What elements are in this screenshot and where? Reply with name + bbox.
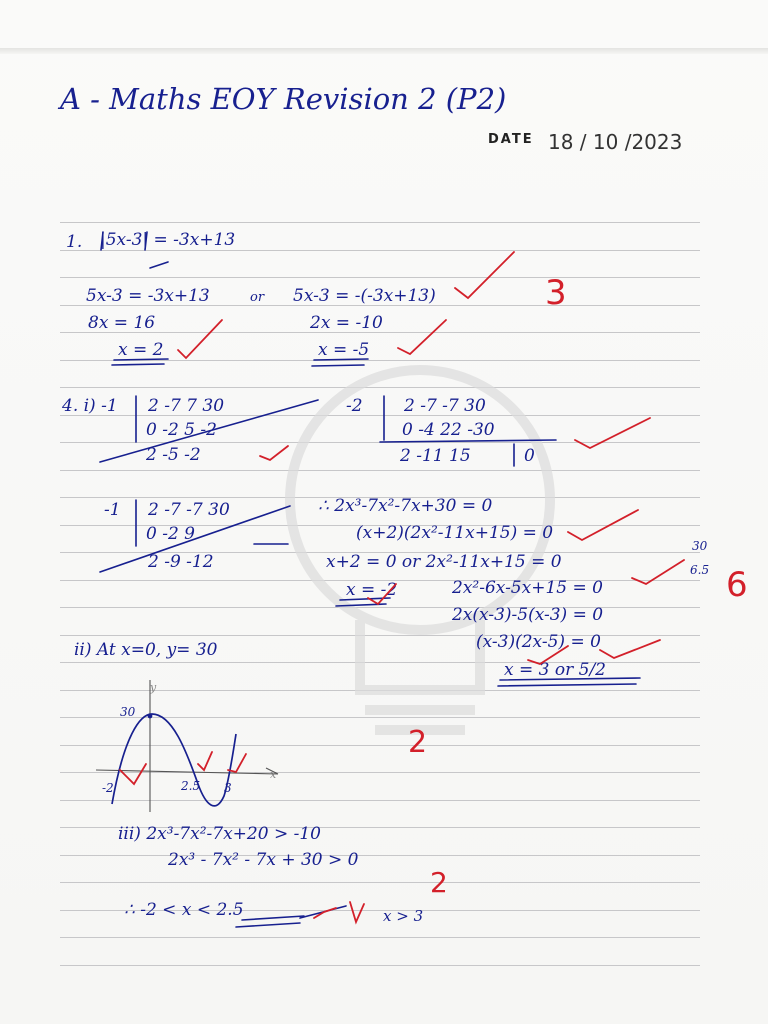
- q4-div1-row1: 2 -7 7 30: [148, 396, 225, 416]
- q4-work-line: (x+2)(2x²-11x+15) = 0: [356, 523, 554, 543]
- q4-div3-row3: 2 -9 -12: [148, 552, 214, 572]
- q4-work-line: 2x²-6x-5x+15 = 0: [452, 578, 603, 598]
- q4-side-note-top: 30: [692, 539, 708, 553]
- q1-or: or: [250, 290, 265, 305]
- q4-ii-mark: 2: [408, 725, 428, 760]
- q4-part-iii-answer: ∴ -2 < x < 2.5: [124, 900, 244, 920]
- q4-work-line: x = -2: [346, 580, 398, 600]
- ruled-line: [60, 635, 700, 636]
- ruled-line: [60, 965, 700, 966]
- q4-work-line: 2x(x-3)-5(x-3) = 0: [452, 605, 604, 625]
- q4-part-iii-line2: 2x³ - 7x² - 7x + 30 > 0: [168, 850, 359, 870]
- ruled-line: [60, 745, 700, 746]
- ruled-line: [60, 607, 700, 608]
- graph-root-3: 3: [224, 781, 232, 795]
- ruled-line: [60, 222, 700, 223]
- q4-work-line: x = 3 or 5/2: [504, 660, 606, 680]
- graph-root-2: 2.5: [181, 779, 201, 793]
- ruled-line: [60, 250, 700, 251]
- ruled-line: [60, 360, 700, 361]
- q1-case2-step2: 2x = -10: [310, 313, 383, 333]
- q4-work-line: ∴ 2x³-7x²-7x+30 = 0: [318, 496, 493, 516]
- q1-case2-answer: x = -5: [318, 340, 370, 360]
- q4-i-mark: 6: [726, 565, 748, 605]
- q4-div2-remainder: 0: [524, 446, 535, 466]
- ruled-line: [60, 882, 700, 883]
- q4-part-iii-extra: x > 3: [383, 907, 424, 925]
- q4-part-iii-line1: iii) 2x³-7x²-7x+20 > -10: [118, 824, 321, 844]
- ruled-line: [60, 772, 700, 773]
- graph-y-axis-label: y: [150, 681, 157, 694]
- graph-y-intercept-label: 30: [120, 705, 136, 719]
- ruled-line: [60, 470, 700, 471]
- q4-div3-row2: 0 -2 9: [146, 524, 195, 544]
- q4-side-note-bottom: 6.5: [690, 563, 710, 577]
- q4-div1-row2: 0 -2 5 -2: [146, 420, 217, 440]
- q1-case1-step2: 8x = 16: [88, 313, 156, 333]
- q4-div2-row3: 2 -11 15: [400, 446, 471, 466]
- ruled-line: [60, 387, 700, 388]
- q4-div2-row2: 0 -4 22 -30: [402, 420, 495, 440]
- q4-div2-row1: 2 -7 -7 30: [404, 396, 486, 416]
- q4-work-line: x+2 = 0 or 2x²-11x+15 = 0: [326, 552, 562, 572]
- q4-div2-divisor: -2: [346, 396, 363, 416]
- q4-div1-row3: 2 -5 -2: [146, 445, 201, 465]
- graph-root-1: -2: [102, 781, 114, 795]
- q1-mark: 3: [545, 273, 567, 313]
- ruled-line: [60, 717, 700, 718]
- q4-iii-mark: 2: [430, 866, 448, 899]
- ruled-line: [60, 937, 700, 938]
- q4-div3-row1: 2 -7 -7 30: [148, 500, 230, 520]
- q1-case2-step1: 5x-3 = -(-3x+13): [293, 286, 436, 306]
- page-top-edge: [0, 48, 768, 54]
- q4-work-line: (x-3)(2x-5) = 0: [476, 632, 601, 652]
- q1-case1-step1: 5x-3 = -3x+13: [86, 286, 210, 306]
- ruled-line: [60, 442, 700, 443]
- q4-part-ii: ii) At x=0, y= 30: [74, 640, 218, 660]
- date-value: 18 / 10 /2023: [548, 130, 683, 154]
- q1-number: 1.: [66, 232, 83, 252]
- date-label: DATE: [488, 132, 534, 147]
- page-title: A - Maths EOY Revision 2 (P2): [60, 82, 507, 116]
- ruled-line: [60, 277, 700, 278]
- ruled-line: [60, 800, 700, 801]
- ruled-line: [60, 855, 700, 856]
- q4-part-i-label: 4. i) -1: [62, 396, 118, 416]
- q4-div3-divisor: -1: [104, 500, 121, 520]
- graph-x-axis-label: x: [270, 768, 277, 781]
- q1-case1-answer: x = 2: [118, 340, 164, 360]
- q1-equation: |5x-3| = -3x+13: [100, 230, 236, 250]
